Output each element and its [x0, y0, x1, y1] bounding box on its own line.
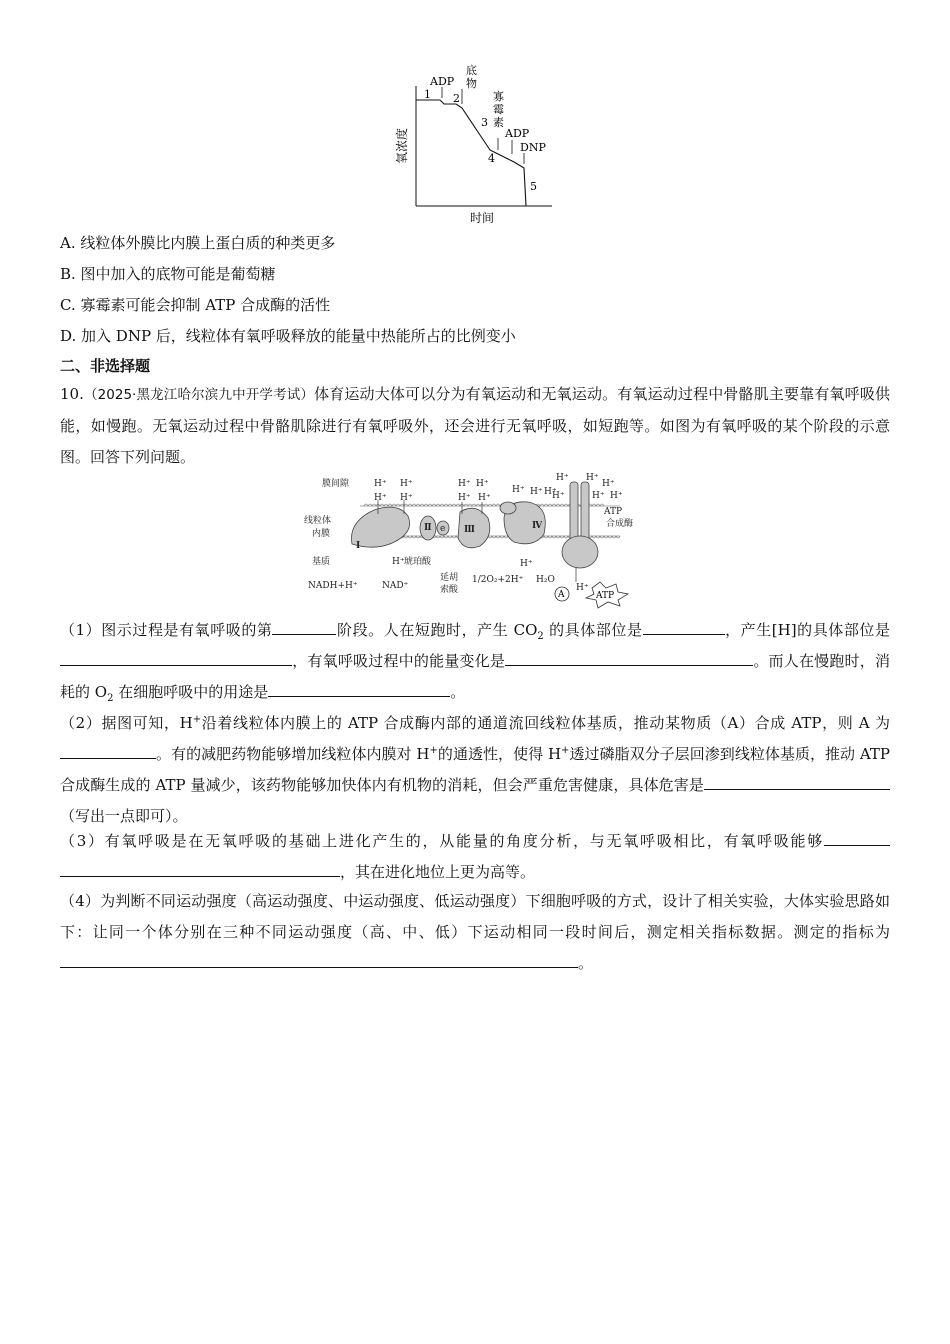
- svg-text:物: 物: [466, 77, 477, 90]
- svg-text:H⁺: H⁺: [478, 493, 491, 503]
- atp-synthase-channel: [570, 482, 578, 542]
- oxygen-label: 1/2O₂+2H⁺: [472, 575, 524, 585]
- svg-text:H⁺: H⁺: [392, 557, 405, 567]
- svg-text:H⁺: H⁺: [610, 491, 623, 501]
- atp-label: ATP: [596, 591, 615, 601]
- figure1-point-3: 3: [481, 116, 488, 129]
- figure1-point-1: 1: [424, 88, 431, 101]
- answer-blank-1[interactable]: [272, 616, 336, 635]
- option-c[interactable]: C. 寡霉素可能会抑制 ATP 合成酶的活性: [60, 296, 331, 314]
- intermembrane-label: 膜间隙: [322, 479, 350, 489]
- svg-text:H⁺: H⁺: [592, 491, 605, 501]
- answer-blank-2[interactable]: [643, 616, 725, 635]
- svg-text:H⁺: H⁺: [520, 559, 533, 569]
- answer-blank-7[interactable]: [704, 771, 890, 790]
- complex-4-label: Ⅳ: [532, 521, 543, 531]
- svg-text:霉: 霉: [493, 103, 504, 116]
- question-source: （2025·黑龙江哈尔滨九中开学考试）: [83, 387, 315, 403]
- svg-text:H⁺: H⁺: [556, 473, 569, 483]
- substance-a-label: A: [558, 590, 565, 600]
- question-10-intro: [60, 379, 890, 473]
- svg-text:H⁺: H⁺: [374, 493, 387, 503]
- oxygen-concentration-figure: [390, 58, 560, 228]
- answer-blank-5[interactable]: [268, 678, 450, 697]
- figure1-point-5: 5: [530, 180, 537, 193]
- water-label: H₂O: [536, 575, 555, 585]
- question-10-part-3: （3）有氧呼吸是在无氧呼吸的基础上进化产生的，从能量的角度分析，与无氧呼吸相比，有氧呼吸能够，其在进化地位上更为高等。: [60, 826, 890, 888]
- figure1-xlabel: 时间: [469, 211, 495, 225]
- figure1-oligomycin-label: 寡: [493, 90, 504, 103]
- svg-text:素: 素: [493, 116, 504, 129]
- svg-text:H⁺: H⁺: [400, 479, 413, 489]
- figure1-substrate-label: 底: [466, 64, 477, 77]
- svg-text:H⁺: H⁺: [552, 491, 565, 501]
- inner-membrane-label: 线粒体: [304, 516, 332, 526]
- answer-blank-4[interactable]: [505, 647, 753, 666]
- figure1-adp-label: ADP: [430, 75, 455, 88]
- succinate-label: 琥珀酸: [404, 557, 432, 567]
- complex-1-label: Ⅰ: [356, 541, 361, 551]
- svg-text:H⁺: H⁺: [374, 479, 387, 489]
- electron-label: e: [440, 524, 446, 534]
- option-b[interactable]: B. 图中加入的底物可能是葡萄糖: [60, 265, 276, 283]
- option-a[interactable]: A. 线粒体外膜比内膜上蛋白质的种类更多: [60, 234, 336, 252]
- nadh-label: NADH+H⁺: [308, 581, 358, 591]
- svg-text:内膜: 内膜: [312, 529, 331, 539]
- figure1-point-4: 4: [488, 152, 495, 165]
- svg-text:H⁺: H⁺: [476, 479, 489, 489]
- svg-text:H⁺: H⁺: [512, 485, 525, 495]
- svg-text:H⁺: H⁺: [544, 487, 557, 497]
- electron-transport-figure: [300, 472, 650, 610]
- question-intro-text: 体育运动大体可以分为有氧运动和无氧运动。有氧运动过程中骨骼肌主要靠有氧呼吸供能，如慢跑。无氧运动过程中骨骼肌除进行有氧呼吸外，还会进行无氧呼吸，如短跑等。如图为有氧呼吸的某个阶段的示意图。回答下列问题。: [60, 385, 890, 466]
- option-d[interactable]: D. 加入 DNP 后，线粒体有氧呼吸释放的能量中热能所占的比例变小: [60, 327, 516, 345]
- svg-text:H⁺: H⁺: [458, 479, 471, 489]
- question-10-part-1: （1）图示过程是有氧呼吸的第 阶段。人在短跑时，产生 $CO_2$ 的具体部位是 ，产生[H]的具体部位是，有氧呼吸过程中的能量变化是 。而人在慢跑时，消耗的 $O_2$ 在细胞呼吸中的用途是 。: [60, 615, 890, 708]
- complex-2-label: Ⅱ: [424, 523, 432, 533]
- nad-label: NAD⁺: [382, 581, 409, 591]
- figure1-point-2: 2: [453, 92, 460, 105]
- svg-text:H⁺: H⁺: [400, 493, 413, 503]
- svg-text:H⁺: H⁺: [586, 473, 599, 483]
- svg-text:索酸: 索酸: [440, 585, 459, 595]
- answer-blank-9[interactable]: [60, 949, 578, 968]
- question-10-part-2: （2）据图可知，H+沿着线粒体内膜上的 ATP 合成酶内部的通道流回线粒体基质，推动某物质（A）合成 ATP，则 A 为。有的减肥药物能够增加线粒体内膜对 H+的通透性，使得 H+透过磷脂双分子层回渗到线粒体基质，推动 ATP 合成酶生成的 ATP 量减少，该药物能够加快体内有机物的消耗，但会严重危害健康，具体危害是（写出一点即可）。: [60, 714, 890, 825]
- atp-synthase-label: ATP: [604, 507, 623, 517]
- complex-3-label: Ⅲ: [464, 525, 475, 535]
- atp-synthase-head: [562, 536, 598, 568]
- answer-blank-3[interactable]: [60, 647, 292, 666]
- question-number: 10.: [60, 385, 84, 403]
- figure1-dnp-label: DNP: [520, 141, 546, 154]
- svg-text:H⁺: H⁺: [602, 479, 615, 489]
- section-title: 二、非选择题: [60, 357, 151, 375]
- svg-text:H⁺: H⁺: [576, 583, 589, 593]
- svg-text:H⁺: H⁺: [458, 493, 471, 503]
- svg-text:合成酶: 合成酶: [606, 519, 634, 529]
- matrix-label: 基质: [312, 557, 331, 567]
- figure1-ylabel: 氧浓度: [395, 127, 409, 165]
- question-10-part-4: （4）为判断不同运动强度（高运动强度、中运动强度、低运动强度）下细胞呼吸的方式，设计了相关实验，大体实验思路如下：让同一个体分别在三种不同运动强度（高、中、低）下运动相同一段时间后，测定相关指标数据。测定的指标为。: [60, 892, 890, 972]
- fumarate-label: 延胡: [440, 573, 459, 583]
- svg-text:H⁺: H⁺: [530, 487, 543, 497]
- figure1-adp2-label: ADP: [505, 127, 530, 140]
- answer-blank-6[interactable]: [60, 740, 156, 759]
- answer-blank-8[interactable]: [824, 827, 890, 846]
